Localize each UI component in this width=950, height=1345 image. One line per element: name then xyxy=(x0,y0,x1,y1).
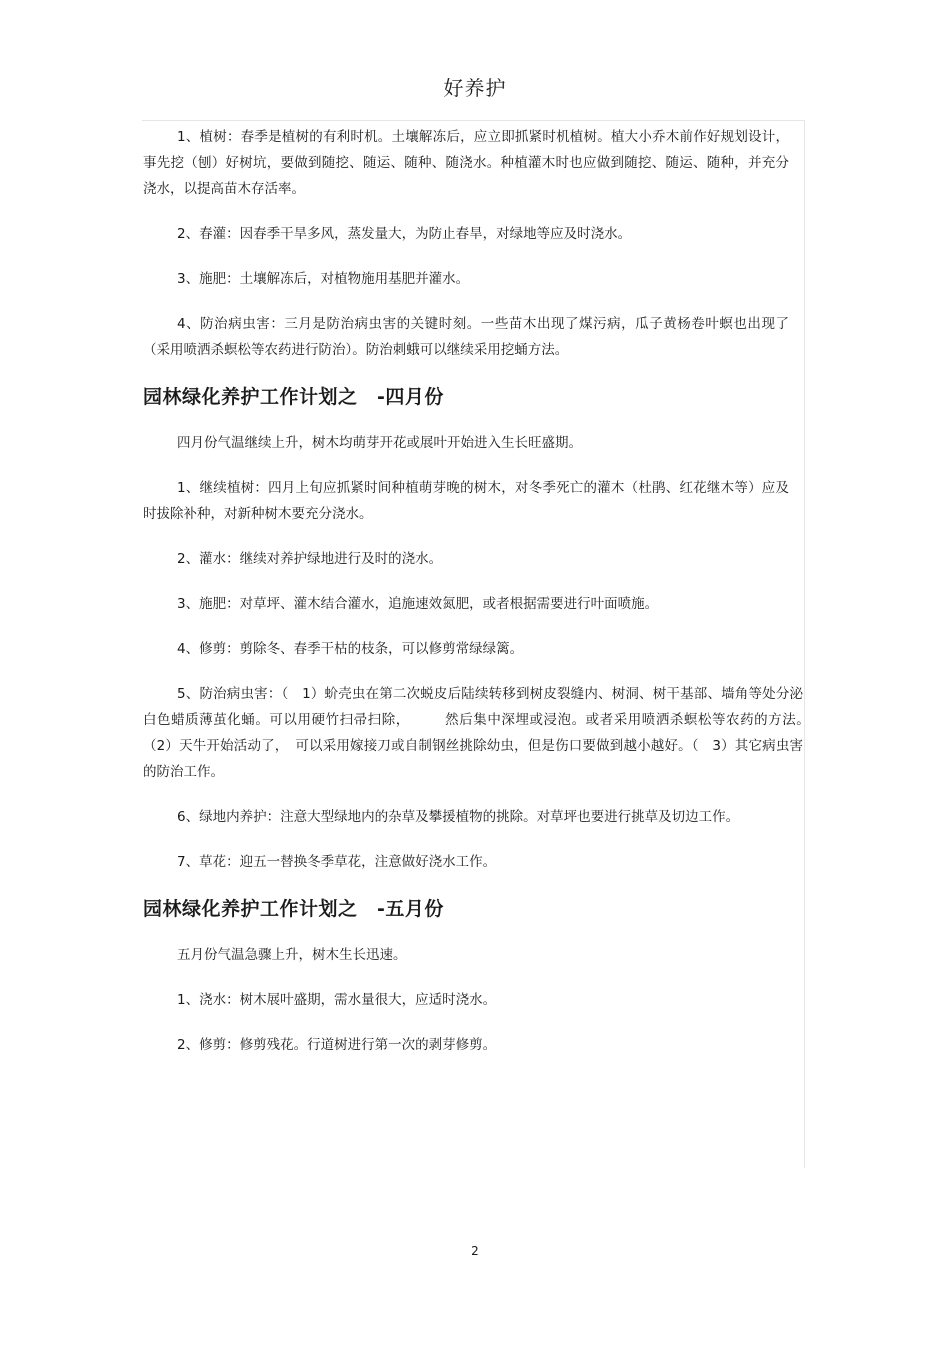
paragraph-april-flowers: 7、草花：迎五一替换冬季草花，注意做好浇水工作。 xyxy=(177,854,497,870)
paragraph-april-watering: 2、灌水：继续对养护绿地进行及时的浇水。 xyxy=(177,551,443,567)
paragraph-pest-control: 4、防治病虫害：三月是防治病虫害的关键时刻。一些苗木出现了煤污病，瓜子黄杨卷叶螟也出现了（采用喷洒杀螟松等农药进行防治）。防治刺蛾可以继续采用挖蛹方法。 xyxy=(143,316,789,358)
paragraph-may-pruning: 2、修剪：修剪残花。行道树进行第一次的剥芽修剪。 xyxy=(177,1037,497,1053)
paragraph-april-fertilizing: 3、施肥：对草坪、灌木结合灌水，追施速效氮肥，或者根据需要进行叶面喷施。 xyxy=(177,596,659,612)
march-section xyxy=(143,124,789,363)
paragraph-planting: 1、植树：春季是植树的有利时机。土壤解冻后，应立即抓紧时机植树。植大小乔木前作好规划设计，事先挖（刨）好树坑，要做到随挖、随运、随种、随浇水。种植灌木时也应做到随挖、随运、随种，并充分浇水，以提高苗木存活率。 xyxy=(143,129,789,197)
paragraph-may-watering: 1、浇水：树木展叶盛期，需水量很大，应适时浇水。 xyxy=(177,992,497,1008)
paragraph-april-pruning: 4、修剪：剪除冬、春季干枯的枝条，可以修剪常绿绿篱。 xyxy=(177,641,524,657)
paragraph-april-planting: 1、继续植树：四月上旬应抓紧时间种植萌芽晚的树木，对冬季死亡的灌木（杜鹃、红花继木等）应及时拔除补种，对新种树木要充分浇水。 xyxy=(143,480,789,522)
page-number: 2 xyxy=(471,1244,479,1258)
document-body xyxy=(143,124,817,1077)
paragraph-may-intro: 五月份气温急骤上升，树木生长迅速。 xyxy=(177,947,407,963)
page-header-title: 好养护 xyxy=(443,76,507,100)
paragraph-april-pest-control: 5、防治病虫害：（ 1）蚧壳虫在第二次蜕皮后陆续转移到树皮裂缝内、树洞、树干基部、墙角等处分泌白色蜡质薄茧化蛹。可以用硬竹扫帚扫除， 然后集中深埋或浸泡。或者采用喷洒杀螟松等农药的方法。 （2）天牛开始活动了， 可以采用嫁接刀或自制钢丝挑除幼虫，但是伤口要做到越小越好。（ 3）其它病虫害的防治工作。 xyxy=(143,686,817,780)
april-section xyxy=(143,382,817,875)
paragraph-april-green-care: 6、绿地内养护：注意大型绿地内的杂草及攀援植物的挑除。对草坪也要进行挑草及切边工作。 xyxy=(177,809,740,825)
paragraph-fertilizing: 3、施肥：土壤解冻后，对植物施用基肥并灌水。 xyxy=(177,271,470,287)
paragraph-april-intro: 四月份气温继续上升，树木均萌芽开花或展叶开始进入生长旺盛期。 xyxy=(177,435,582,451)
section-heading-may: 园林绿化养护工作计划之 -五月份 xyxy=(143,898,444,920)
may-section xyxy=(143,894,789,1058)
section-heading-april: 园林绿化养护工作计划之 -四月份 xyxy=(143,386,444,408)
paragraph-spring-irrigation: 2、春灌：因春季干旱多风，蒸发量大，为防止春旱，对绿地等应及时浇水。 xyxy=(177,226,632,242)
